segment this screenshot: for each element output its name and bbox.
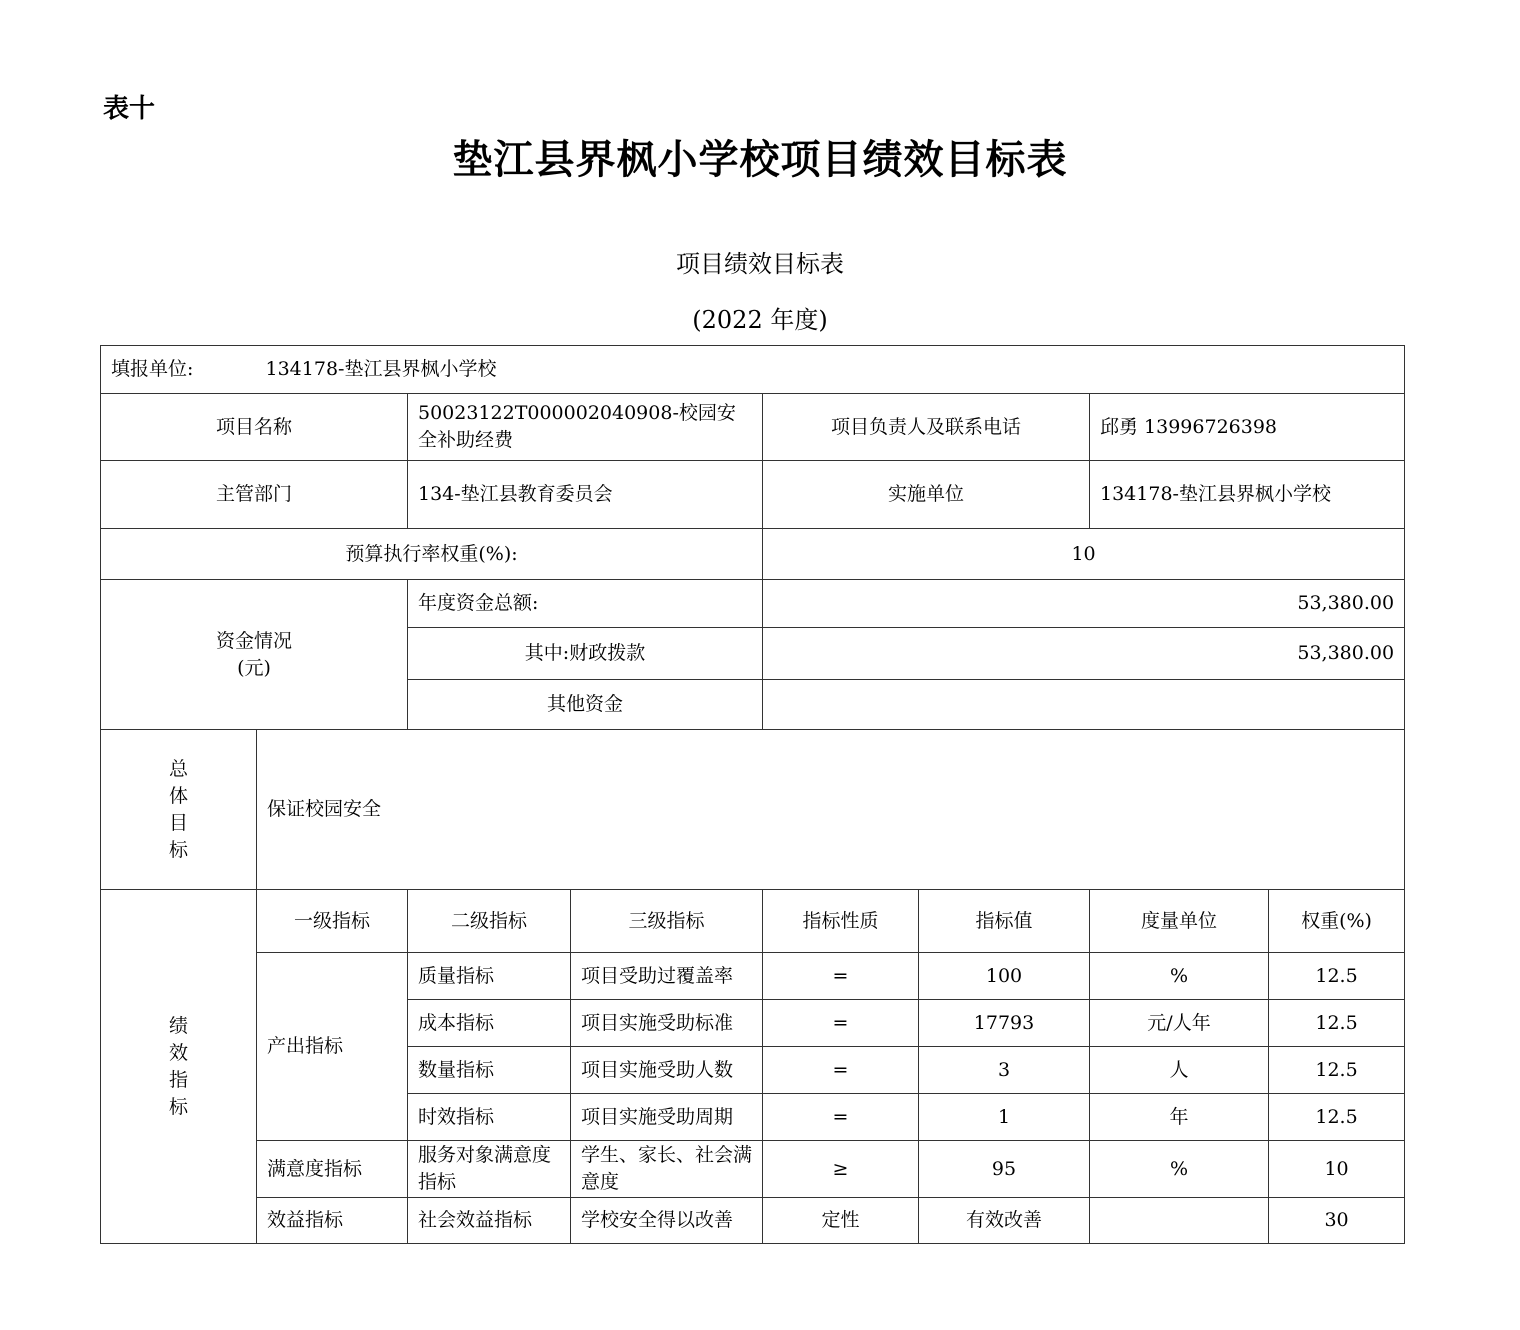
indicator-weight: 12.5: [1269, 1094, 1405, 1141]
department-value: 134-垫江县教育委员会: [408, 461, 763, 529]
overall-goal-char: 总: [168, 757, 188, 780]
indicator-weight: 30: [1269, 1198, 1405, 1244]
indicator-value: 95: [919, 1141, 1090, 1198]
column-header: 二级指标: [408, 890, 571, 953]
fiscal-year: (2022 年度): [692, 306, 828, 334]
fiscal-allocation-value: 53,380.00: [763, 628, 1405, 680]
performance-indicator-char: 绩: [168, 1014, 188, 1037]
manager-value: 邱勇 13996726398: [1090, 394, 1405, 461]
measure-unit: 年: [1090, 1094, 1269, 1141]
implementing-unit-value: 134178-垫江县界枫小学校: [1090, 461, 1405, 529]
benefit-indicator-label: 效益指标: [257, 1198, 408, 1244]
indicator-value: 1: [919, 1094, 1090, 1141]
implementing-unit-label: 实施单位: [763, 461, 1090, 529]
satisfaction-row: [101, 1141, 1405, 1198]
table-subtitle: 项目绩效目标表: [676, 250, 844, 278]
level3-indicator: 项目实施受助周期: [571, 1094, 763, 1141]
overall-goal-char: 目: [168, 811, 188, 834]
column-header: 权重(%): [1269, 890, 1405, 953]
overall-goal-label: [101, 730, 257, 890]
indicator-weight: 10: [1269, 1141, 1405, 1198]
indicator-weight: 12.5: [1269, 953, 1405, 1000]
performance-indicator-char: 指: [168, 1068, 188, 1091]
department-label: 主管部门: [101, 461, 408, 529]
budget-rate-row: [101, 529, 1405, 580]
level3-indicator: 学生、家长、社会满意度: [571, 1141, 763, 1198]
indicator-nature: =: [763, 1047, 919, 1094]
fund-status-label: [101, 580, 408, 730]
annual-total-row: [101, 580, 1405, 628]
overall-goal-row: [101, 730, 1405, 890]
column-header: 指标性质: [763, 890, 919, 953]
benefit-row: [101, 1198, 1405, 1244]
budget-rate-label: 预算执行率权重(%):: [101, 529, 763, 580]
level2-indicator: 服务对象满意度指标: [408, 1141, 571, 1198]
indicator-nature: 定性: [763, 1198, 919, 1244]
column-header: 三级指标: [571, 890, 763, 953]
performance-indicator-char: 标: [168, 1095, 188, 1118]
indicator-header-row: [101, 890, 1405, 953]
overall-goal-char: 体: [168, 784, 188, 807]
indicator-value: 100: [919, 953, 1090, 1000]
budget-rate-value: 10: [763, 529, 1405, 580]
level3-indicator: 项目实施受助标准: [571, 1000, 763, 1047]
reporting-unit-row: [101, 346, 1405, 394]
other-funds-label: 其他资金: [408, 680, 763, 730]
measure-unit: 人: [1090, 1047, 1269, 1094]
level2-indicator: 成本指标: [408, 1000, 571, 1047]
department-row: [101, 461, 1405, 529]
indicator-nature: ≥: [763, 1141, 919, 1198]
column-header: 一级指标: [257, 890, 408, 953]
project-name-row: [101, 394, 1405, 461]
column-header: 指标值: [919, 890, 1090, 953]
level2-indicator: 质量指标: [408, 953, 571, 1000]
indicator-value: 有效改善: [919, 1198, 1090, 1244]
indicator-value: 3: [919, 1047, 1090, 1094]
level3-indicator: 学校安全得以改善: [571, 1198, 763, 1244]
indicator-weight: 12.5: [1269, 1000, 1405, 1047]
indicator-value: 17793: [919, 1000, 1090, 1047]
table-row: [101, 953, 1405, 1000]
fund-status-unit: (元): [237, 656, 271, 679]
indicator-weight: 12.5: [1269, 1047, 1405, 1094]
overall-goal-value: 保证校园安全: [257, 730, 1405, 890]
indicator-nature: =: [763, 1000, 919, 1047]
satisfaction-indicator-label: 满意度指标: [257, 1141, 408, 1198]
overall-goal-char: 标: [168, 838, 188, 861]
fiscal-allocation-label: 其中:财政拨款: [408, 628, 763, 680]
reporting-unit-label: 填报单位:: [111, 358, 194, 380]
reporting-unit-value: 134178-垫江县界枫小学校: [265, 358, 497, 380]
measure-unit: 元/人年: [1090, 1000, 1269, 1047]
other-funds-value: [763, 680, 1405, 730]
annual-total-value: 53,380.00: [763, 580, 1405, 628]
measure-unit: %: [1090, 1141, 1269, 1198]
annual-total-label: 年度资金总额:: [408, 580, 763, 628]
column-header: 度量单位: [1090, 890, 1269, 953]
output-indicator-label: 产出指标: [257, 953, 408, 1141]
indicator-nature: =: [763, 953, 919, 1000]
table-number: 表十: [103, 94, 156, 124]
measure-unit: %: [1090, 953, 1269, 1000]
performance-target-table: [100, 345, 1405, 1244]
project-name-value: 50023122T000002040908-校园安全补助经费: [408, 394, 763, 461]
indicator-nature: =: [763, 1094, 919, 1141]
project-name-label: 项目名称: [101, 394, 408, 461]
page-title: 垫江县界枫小学校项目绩效目标表: [452, 136, 1068, 183]
reporting-unit-cell: [101, 346, 1405, 394]
level3-indicator: 项目受助过覆盖率: [571, 953, 763, 1000]
level3-indicator: 项目实施受助人数: [571, 1047, 763, 1094]
level2-indicator: 时效指标: [408, 1094, 571, 1141]
manager-label: 项目负责人及联系电话: [763, 394, 1090, 461]
fund-status-title: 资金情况: [215, 629, 292, 652]
measure-unit: [1090, 1198, 1269, 1244]
performance-indicator-char: 效: [168, 1041, 188, 1064]
performance-indicator-label: [101, 890, 257, 1244]
level2-indicator: 社会效益指标: [408, 1198, 571, 1244]
level2-indicator: 数量指标: [408, 1047, 571, 1094]
